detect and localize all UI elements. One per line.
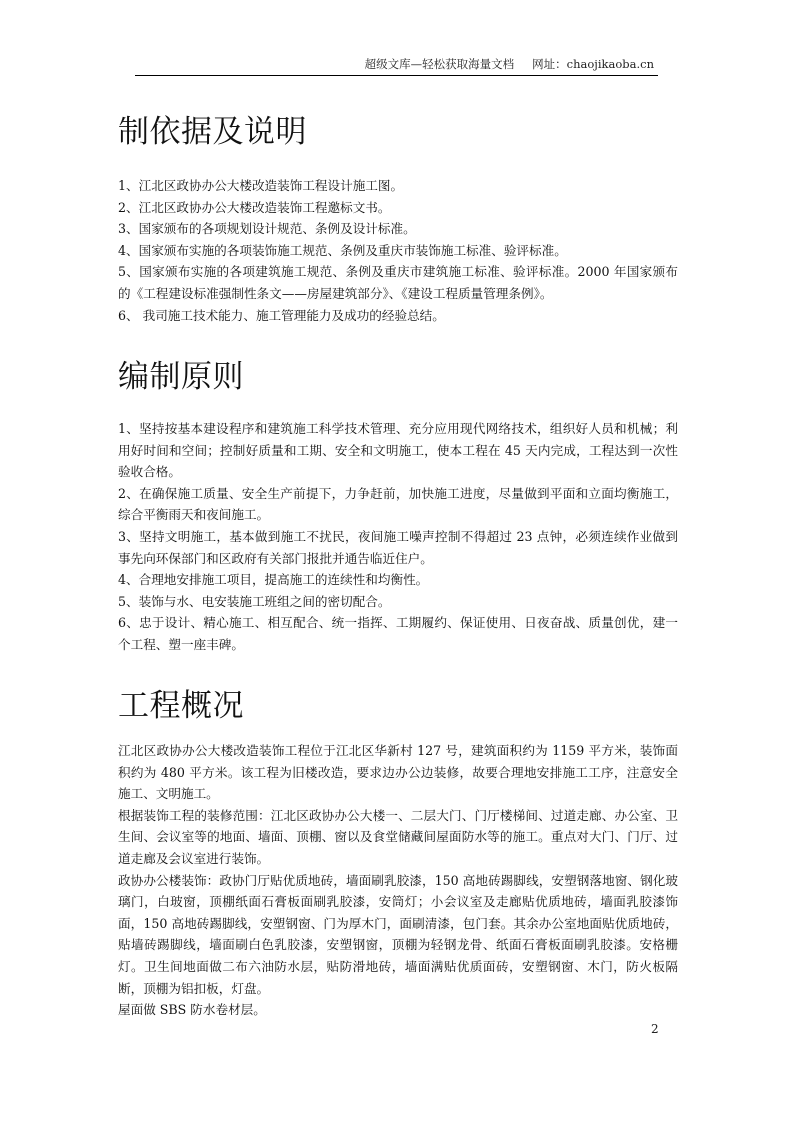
header-url: 网址：chaojikaoba.cn bbox=[532, 57, 654, 71]
list-item: 4、国家颁布实施的各项装饰施工规范、条例及重庆市装饰施工标准、验评标准。 bbox=[118, 242, 567, 258]
section-basis-body bbox=[118, 175, 678, 326]
header-slogan: 超级文库—轻松获取海量文档 bbox=[364, 57, 515, 71]
section-title-principles: 编制原则 bbox=[118, 359, 244, 395]
list-item: 2、江北区政协办公大楼改造装饰工程邀标文书。 bbox=[118, 199, 391, 215]
list-item: 3、国家颁布的各项规划设计规范、条例及设计标准。 bbox=[118, 221, 416, 237]
page-number: 2 bbox=[651, 1022, 659, 1036]
list-item: 1、坚持按基本建设程序和建筑施工科学技术管理、充分应用现代网络技术，组织好人员和机械；利用好时间和空间；控制好质量和工期、安全和文明施工，使本工程在 45 天内完成，工程达到一次性验收合格。 bbox=[118, 421, 678, 480]
page-header bbox=[135, 57, 658, 76]
list-item: 1、江北区政协办公大楼改造装饰工程设计施工图。 bbox=[118, 178, 404, 193]
list-item: 6、 我司施工技术能力、施工管理能力及成功的经验总结。 bbox=[118, 307, 445, 323]
paragraph: 江北区政协办公大楼改造装饰工程位于江北区华新村 127 号，建筑面积约为 1159 平方米，装饰面积约为 480 平方米。该工程为旧楼改造，要求边办公边装修，故要合理地安排施工工序，注意安全施工、文明施工。 bbox=[118, 743, 678, 802]
header-text bbox=[365, 57, 654, 71]
section-title-basis: 制依据及说明 bbox=[118, 114, 307, 150]
section-principles-body bbox=[118, 418, 678, 656]
list-item: 5、装饰与水、电安装施工班组之间的密切配合。 bbox=[118, 593, 391, 609]
list-item: 6、忠于设计、精心施工、相互配合、统一指挥、工期履约、保证使用、日夜奋战、质量创优，建一个工程、塑一座丰碑。 bbox=[118, 615, 678, 652]
list-item: 2、在确保施工质量、安全生产前提下，力争赶前，加快施工进度，尽量做到平面和立面均衡施工，综合平衡雨天和夜间施工。 bbox=[118, 485, 678, 523]
list-item: 5、国家颁布实施的各项建筑施工规范、条例及重庆市建筑施工标准、验评标准。2000 年国家颁布的《工程建设标准强制性条文——房屋建筑部分》、《建设工程质量管理条例》。 bbox=[118, 264, 678, 301]
list-item: 3、坚持文明施工，基本做到施工不扰民，夜间施工噪声控制不得超过 23 点钟，必须连续作业做到事先向环保部门和区政府有关部门报批并通告临近住户。 bbox=[118, 528, 678, 566]
paragraph: 根据装饰工程的装修范围：江北区政协办公大楼一、二层大门、门厅楼梯间、过道走廊、办公室、卫生间、会议室等的地面、墙面、顶棚、窗以及食堂储藏间屋面防水等的施工。重点对大门、门厅、过道走廊及会议室进行装饰。 bbox=[118, 807, 678, 866]
paragraph: 政协办公楼装饰：政协门厅贴优质地砖，墙面刷乳胶漆，150 高地砖踢脚线，安塑钢落地窗、钢化玻璃门，白玻窗，顶棚纸面石膏板面刷乳胶漆，安筒灯；小会议室及走廊贴优质地砖，墙面乳胶漆饰面，150 高地砖踢脚线，安塑钢窗、门为厚木门，面刷清漆，包门套。其余办公室地面贴优质地砖，贴墙砖踢脚线，墙面刷白色乳胶漆，安塑钢窗，顶棚为轻钢龙骨、纸面石膏板面刷乳胶漆。安格栅灯。卫生间地面做二布六油防水层，贴防滑地砖，墙面满贴优质面砖，安塑钢窗、木门，防火板隔断，顶棚为铝扣板，灯盘。 bbox=[118, 872, 678, 996]
list-item: 4、合理地安排施工项目，提高施工的连续性和均衡性。 bbox=[118, 572, 429, 588]
section-title-overview: 工程概况 bbox=[118, 688, 244, 724]
paragraph: 屋面做 SBS 防水卷材层。 bbox=[118, 1002, 266, 1018]
section-overview-body bbox=[118, 740, 678, 1021]
